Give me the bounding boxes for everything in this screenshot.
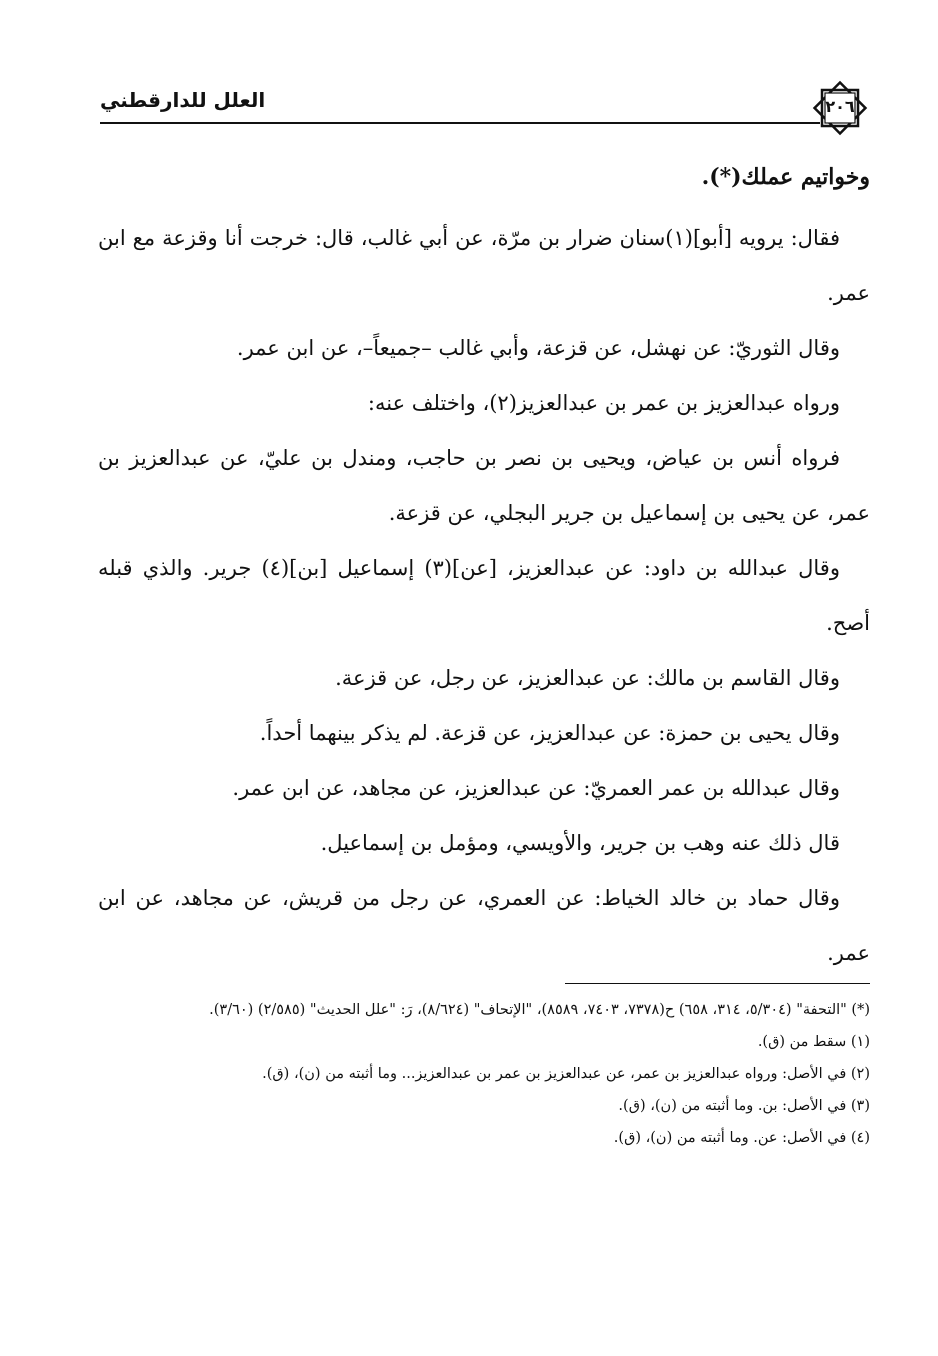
footnote-separator [565,983,870,984]
header-rule [100,122,820,124]
paragraph: وقال عبدالله بن عمر العمريّ: عن عبدالعزيز، عن مجاهد، عن ابن عمر. [232,776,840,800]
paragraph: وقال حماد بن خالد الخياط: عن العمري، عن رجل من قريش، عن مجاهد، عن ابن عمر. [98,886,870,965]
footnote: (٤) في الأصل: عن. وما أثبته من (ن)، (ق). [613,1130,870,1146]
paragraph: فقال: يرويه [أبو](١)سنان ضرار بن مرّة، عن أبي غالب، قال: خرجت أنا وقزعة مع ابن عمر. [98,226,870,305]
book-title: العلل للدارقطني [100,88,266,112]
footnote: (١) سقط من (ق). [757,1034,870,1050]
paragraph: وقال يحيى بن حمزة: عن عبدالعزيز، عن قزعة. لم يذكر بينهما أحداً. [259,721,840,745]
footnotes [98,996,870,1156]
footnote: (٢) في الأصل: ورواه عبدالعزيز بن عمر، عن عبدالعزيز بن عمر بن عبدالعزيز... وما أثبته من (ن)، (ق). [262,1066,870,1082]
paragraph: ورواه عبدالعزيز بن عمر بن عبدالعزيز(٢)، واختلف عنه: [367,391,840,415]
page-header [100,78,870,138]
paragraph: فرواه أنس بن عياض، ويحيى بن نصر بن حاجب، ومندل بن عليّ، عن عبدالعزيز بن عمر، عن يحيى بن إسماعيل بن جرير البجلي، عن قزعة. [98,446,870,525]
paragraph: وقال عبدالله بن داود: عن عبدالعزيز، [عن](٣) إسماعيل [بن](٤) جرير. والذي قبله أصح. [98,556,870,635]
main-text [98,150,870,981]
page-number-badge [810,78,870,138]
paragraph: قال ذلك عنه وهب بن جرير، والأويسي، ومؤمل بن إسماعيل. [320,831,840,855]
page-number: ٢٠٦ [825,97,855,116]
paragraph: وقال الثوريّ: عن نهشل، عن قزعة، وأبي غالب –جميعاً–، عن ابن عمر. [236,336,840,360]
footnote: (٣) في الأصل: بن. وما أثبته من (ن)، (ق). [618,1098,870,1114]
paragraph: وقال القاسم بن مالك: عن عبدالعزيز، عن رجل، عن قزعة. [335,666,840,690]
footnote: (*) "التحفة" (٥/٣٠٤، ٣١٤، ٦٥٨) ح(٧٣٧٨، ٧٤٠٣، ٨٥٨٩)، "الإتحاف" (٨/٦٢٤)، رَ: "علل الحديث" (٢/٥٨٥) (٣/٦٠). [209,1002,870,1018]
paragraph: وخواتيم عملك(*). [701,164,870,190]
